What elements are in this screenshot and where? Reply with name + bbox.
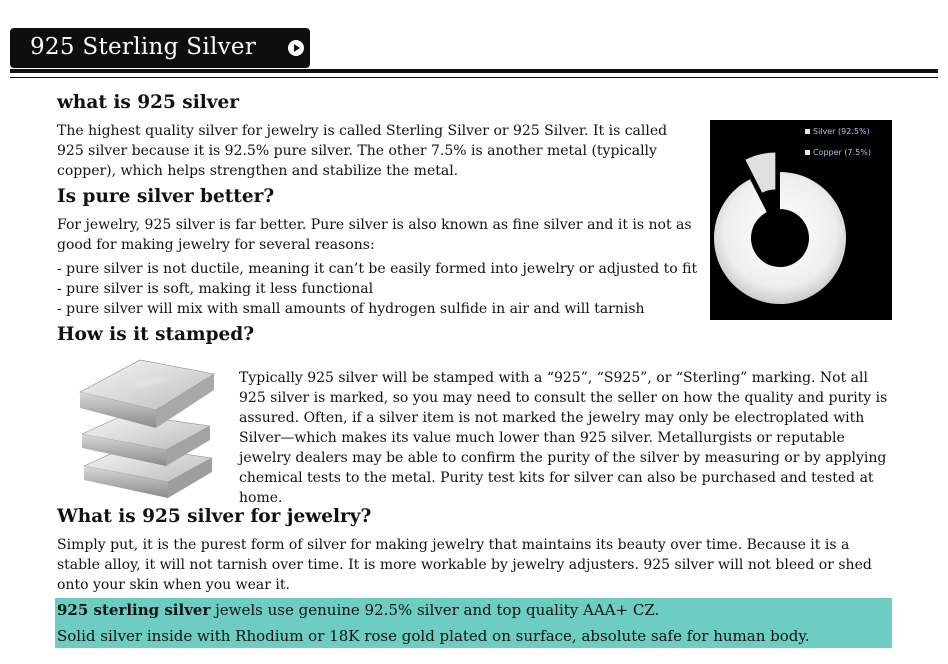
heading-for-jewelry: What is 925 silver for jewelry? bbox=[57, 506, 372, 527]
pie-slice-silver bbox=[714, 172, 846, 304]
highlight-line-1 bbox=[57, 600, 659, 620]
divider-thick bbox=[10, 69, 938, 73]
bar-top bbox=[80, 360, 214, 428]
highlight-band bbox=[55, 598, 892, 648]
title-banner bbox=[10, 28, 310, 68]
list-item: - pure silver is soft, making it less functional bbox=[57, 281, 374, 297]
heading-stamped: How is it stamped? bbox=[57, 324, 255, 345]
heading-pure-silver: Is pure silver better? bbox=[57, 186, 275, 207]
list-item: - pure silver is not ductile, meaning it can’t be easily formed into jewelry or adjusted to fit bbox=[57, 261, 698, 277]
paragraph-stamped: Typically 925 silver will be stamped with a “925”, “S925”, or “Sterling” marking. Not all 925 silver is marked, so you may need to consult the seller on how the quality and purity is assured. Often, if a silver item is not marked the jewelry may only be electroplated with Silver—which makes its value much lower than 925 silver. Metallurgists or reputable jewelry dealers may be able to confirm the purity of the silver by measuring or by applying chemical tests to the metal. Purity test kits for silver can also be purchased and tested at home. bbox=[239, 370, 888, 506]
legend-silver bbox=[805, 127, 870, 136]
divider-thin bbox=[10, 77, 938, 78]
legend-swatch bbox=[805, 150, 810, 155]
legend-copper bbox=[805, 148, 871, 157]
legend-swatch bbox=[805, 129, 810, 134]
paragraph-pure-silver: For jewelry, 925 silver is far better. Pure silver is also known as fine silver and it is not as good for making jewelry for several reasons: bbox=[57, 217, 692, 253]
heading-what-is-925: what is 925 silver bbox=[57, 92, 240, 113]
legend-label-copper: Copper (7.5%) bbox=[813, 148, 871, 157]
reasons-list bbox=[57, 259, 697, 319]
play-icon[interactable] bbox=[288, 40, 304, 56]
highlight-line-1-text: jewels use genuine 92.5% silver and top quality AAA+ CZ. bbox=[210, 601, 660, 619]
paragraph-for-jewelry: Simply put, it is the purest form of silver for making jewelry that maintains its beauty over time. Because it is a stable alloy, it will not tarnish over time. It is more workable by jewelry adjusters. 925 silver will not bleed or shed onto your skin when you wear it. bbox=[57, 537, 872, 593]
silver-bars-image bbox=[70, 354, 220, 504]
highlight-line-2: Solid silver inside with Rhodium or 18K rose gold plated on surface, absolute safe for human body. bbox=[57, 627, 810, 645]
silver-composition-chart bbox=[710, 120, 892, 320]
highlight-bold-text: 925 sterling silver bbox=[57, 601, 211, 619]
legend-label-silver: Silver (92.5%) bbox=[813, 127, 870, 136]
banner-title: 925 Sterling Silver bbox=[30, 34, 257, 60]
list-item: - pure silver will mix with small amounts of hydrogen sulfide in air and will tarnish bbox=[57, 301, 645, 317]
paragraph-what-is-925: The highest quality silver for jewelry is called Sterling Silver or 925 Silver. It is called 925 silver because it is 92.5% pure silver. The other 7.5% is another metal (typically copper), which helps strengthen and stabilize the metal. bbox=[57, 123, 668, 179]
silver-bars-graphic bbox=[70, 354, 220, 504]
